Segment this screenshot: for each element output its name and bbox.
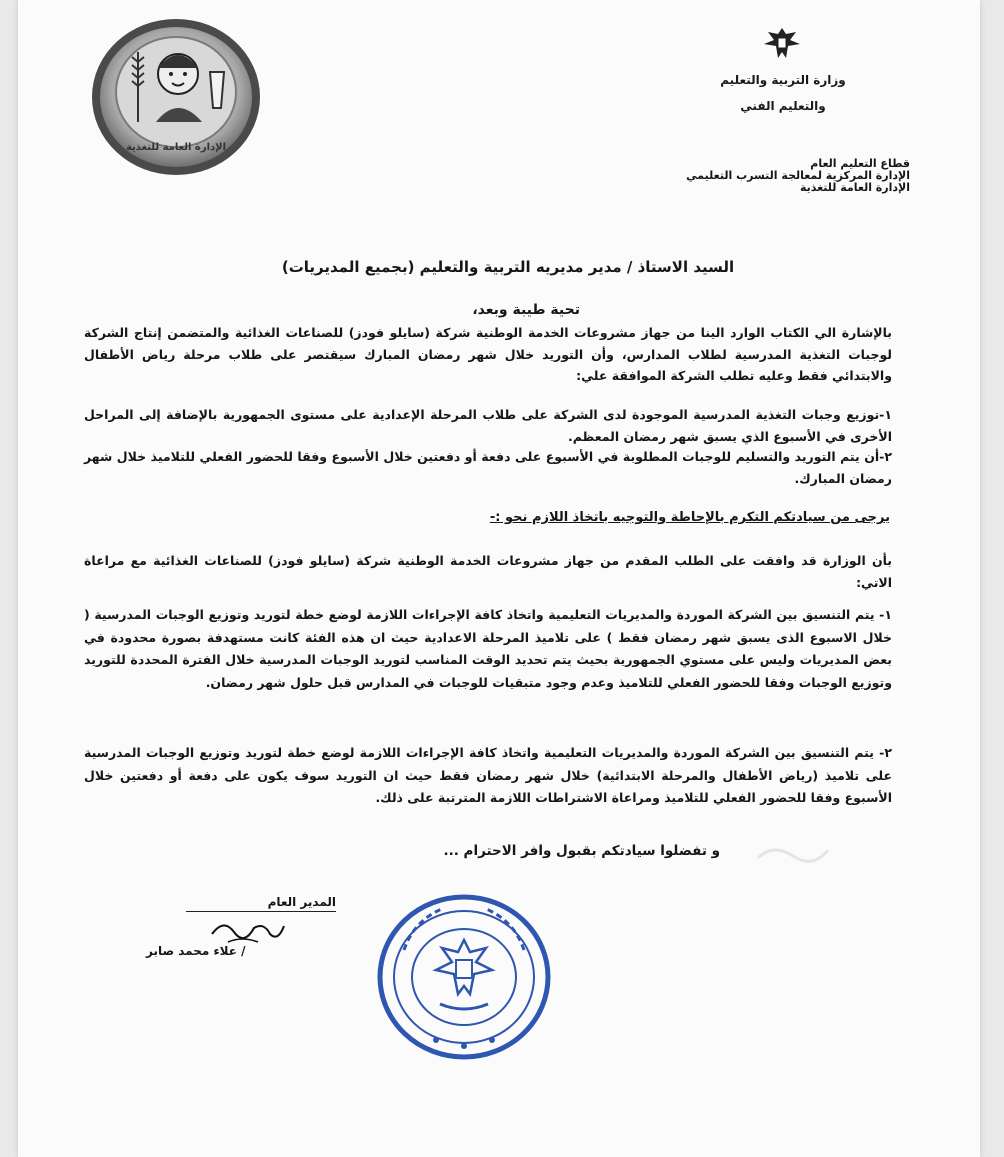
ministry-name-block [718, 66, 848, 136]
central-dept-name: الإدارة المركزية لمعالجة التسرب التعليمي [686, 169, 910, 182]
ministry-line-1: وزارة التربية والتعليم [720, 73, 846, 87]
letter-page [18, 0, 980, 1157]
closing-line: و تفضلوا سيادتكم بقبول وافر الاحترام ... [443, 843, 720, 859]
general-dept-name: الإدارة العامة للتغذية [799, 181, 910, 194]
handwritten-signature-icon [208, 912, 288, 948]
condition-point-2: ٢- يتم التنسيق بين الشركة الموردة والمديريات التعليمية واتخاذ كافة الإجراءات اللازمة لوضع خطة لتوريد وتوزيع الوجبات المدرسية على تلاميذ (رياض الأطفال والمرحلة الابتدائية) خلال شهر رمضان فقط حيث ان التوريد سوف يكون على دفعة أو دفعتين خلال الأسبوع وفقا للحضور الفعلي للتلاميذ ومراعاة الاشتراطات اللازمة المترتبة على ذلك. [84, 745, 892, 805]
ministry-line-2: والتعليم الفني [740, 99, 826, 113]
request-item-1: ١-توزيع وجبات التغذية المدرسية الموجودة لدى الشركة على طلاب المرحلة الإعدادية على مستوى الجمهورية بالإضافة إلى المراحل الأخرى في الأسبوع الذي يسبق شهر رمضان المعظم. [84, 407, 892, 444]
logo-caption: الإدارة العامة للتغذية [125, 142, 227, 153]
greeting-line: تحية طيبة وبعد، [472, 302, 580, 318]
letter-header [590, 158, 910, 194]
faint-watermark-icon [753, 838, 833, 868]
official-stamp-icon [374, 890, 554, 1064]
action-request-line: يرجى من سيادتكم التكرم بالإحاطة والتوجيه باتخاذ اللازم نحو :- [489, 510, 890, 525]
approval-paragraph: بأن الوزارة قد وافقت على الطلب المقدم من جهاز مشروعات الخدمة الوطنية شركة (سايلو فودز) للصناعات الغذائية مع مراعاة الاتي: [84, 553, 892, 590]
condition-point-1: ١- يتم التنسيق بين الشركة الموردة والمديريات التعليمية واتخاذ كافة الإجراءات اللازمة لوضع خطة لتوريد وتوزيع الوجبات المدرسية ( خلال الاسبوع الذى يسبق شهر رمضان فقط ) على تلاميذ المرحلة الاعدادية حيث ان هذه الفئة كانت مستهدفة بصورة محدودة في بعض المديريات وليس على مستوي الجمهورية بحيث يتم تحديد الوقت المناسب لتوريد الوجبات المدرسية خلال الفترة المحددة للتوريد وتوزيع الوجبات وفقا للحضور الفعلي للتلاميذ وعدم وجود متبقيات للوجبات في المدارس قبل حلول شهر رمضان. [84, 607, 892, 690]
logo-graphic-icon [86, 12, 266, 182]
signatory-name: / علاء محمد صابر [146, 944, 246, 958]
salutation-line: السيد الاستاذ / مدير مديريه التربية والتعليم (بجميع المديريات) [281, 258, 735, 276]
nutrition-dept-logo [86, 12, 266, 182]
sector-name: قطاع التعليم العام [810, 157, 910, 170]
signatory-title-text: المدير العام [267, 895, 336, 909]
request-item-2: ٢-أن يتم التوريد والتسليم للوجبات المطلوبة في الأسبوع على دفعة أو دفعتين خلال الأسبوع وفقا للحضور الفعلي للتلاميذ خلال شهر رمضان المبارك. [84, 449, 892, 486]
signatory-title [186, 895, 336, 912]
eagle-emblem-icon [756, 24, 808, 64]
intro-paragraph: بالإشارة الي الكتاب الوارد الينا من جهاز مشروعات الخدمة الوطنية شركة (سايلو فودز) للصناعات الغذائية والمتضمن إنتاج الشركة لوجبات التغذية المدرسية لطلاب المدارس، وأن التوريد خلال شهر رمضان المبارك سيقتصر على طلاب مرحلة رياض الأطفال والابتدائي فقط وعليه تطلب الشركة الموافقة علي: [84, 325, 892, 383]
